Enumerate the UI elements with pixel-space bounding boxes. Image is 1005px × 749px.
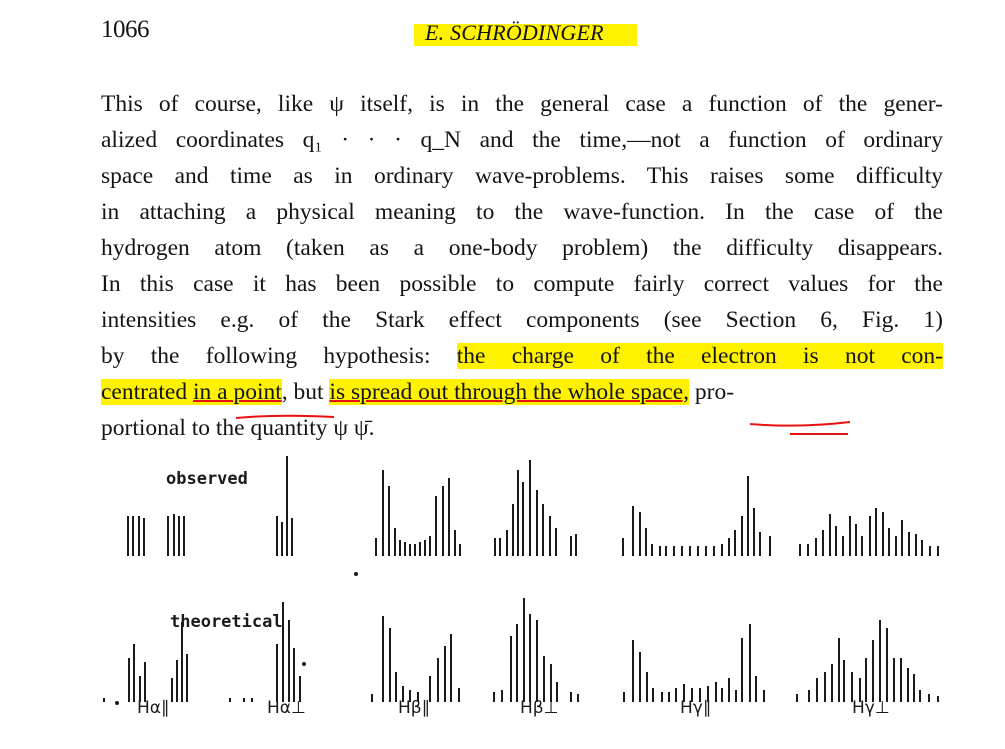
- text-line-10: portional to the quantity ψ ψ̄.: [101, 415, 375, 441]
- text-line-9-end: pro-: [689, 379, 735, 405]
- label-h-alpha-perp: Hα⊥: [267, 698, 306, 718]
- page-number: 1066: [101, 16, 149, 43]
- highlighted-hypothesis-start: the charge of the electron is not con-: [456, 343, 944, 369]
- figure-dot: [115, 701, 119, 705]
- label-h-alpha-parallel: Hα∥: [137, 698, 170, 718]
- body-paragraph: [101, 86, 943, 446]
- text-line-6: In this case it has been possible to compute fairly correct values for the: [101, 271, 943, 297]
- label-h-beta-perp: Hβ⊥: [520, 698, 559, 718]
- label-theoretical: theoretical: [170, 612, 283, 632]
- text-line-9: [101, 374, 943, 410]
- text-line-8-plain: by the following hypothesis:: [101, 343, 431, 369]
- label-h-beta-parallel: Hβ∥: [398, 698, 431, 718]
- underlined-in-a-point: in a point: [192, 379, 282, 405]
- text-line-7: intensities e.g. of the Stark effect components (see Section 6, Fig. 1): [101, 307, 943, 333]
- figure-dot: [302, 662, 306, 666]
- text-line-8: [101, 338, 943, 374]
- figure-dot: [354, 572, 358, 576]
- label-h-gamma-perp: Hγ⊥: [852, 698, 890, 718]
- text-line-2: alized coordinates q₁ · · · q_N and the time,—not a function of ordinary: [101, 127, 943, 153]
- text-line-9-mid: , but: [281, 379, 330, 405]
- spectral-lines: [0, 440, 1005, 749]
- text-line-4: in attaching a physical meaning to the wave-function. In the case of the: [101, 199, 943, 225]
- text-line-3: space and time as in ordinary wave-problems. This raises some difficulty: [101, 163, 943, 189]
- stark-effect-figure: [0, 440, 1005, 749]
- highlighted-centrated: centrated: [101, 379, 188, 405]
- running-head-author: E. SCHRÖDINGER: [425, 20, 604, 45]
- text-line-5: hydrogen atom (taken as a one-body problem) the difficulty disappears.: [101, 235, 943, 261]
- text-line-1: This of course, like ψ itself, is in the general case a function of the gener-: [101, 91, 943, 117]
- label-h-gamma-parallel: Hγ∥: [680, 698, 712, 718]
- label-observed: observed: [166, 469, 248, 489]
- underlined-spread-out: is spread out through the whole space,: [329, 379, 690, 405]
